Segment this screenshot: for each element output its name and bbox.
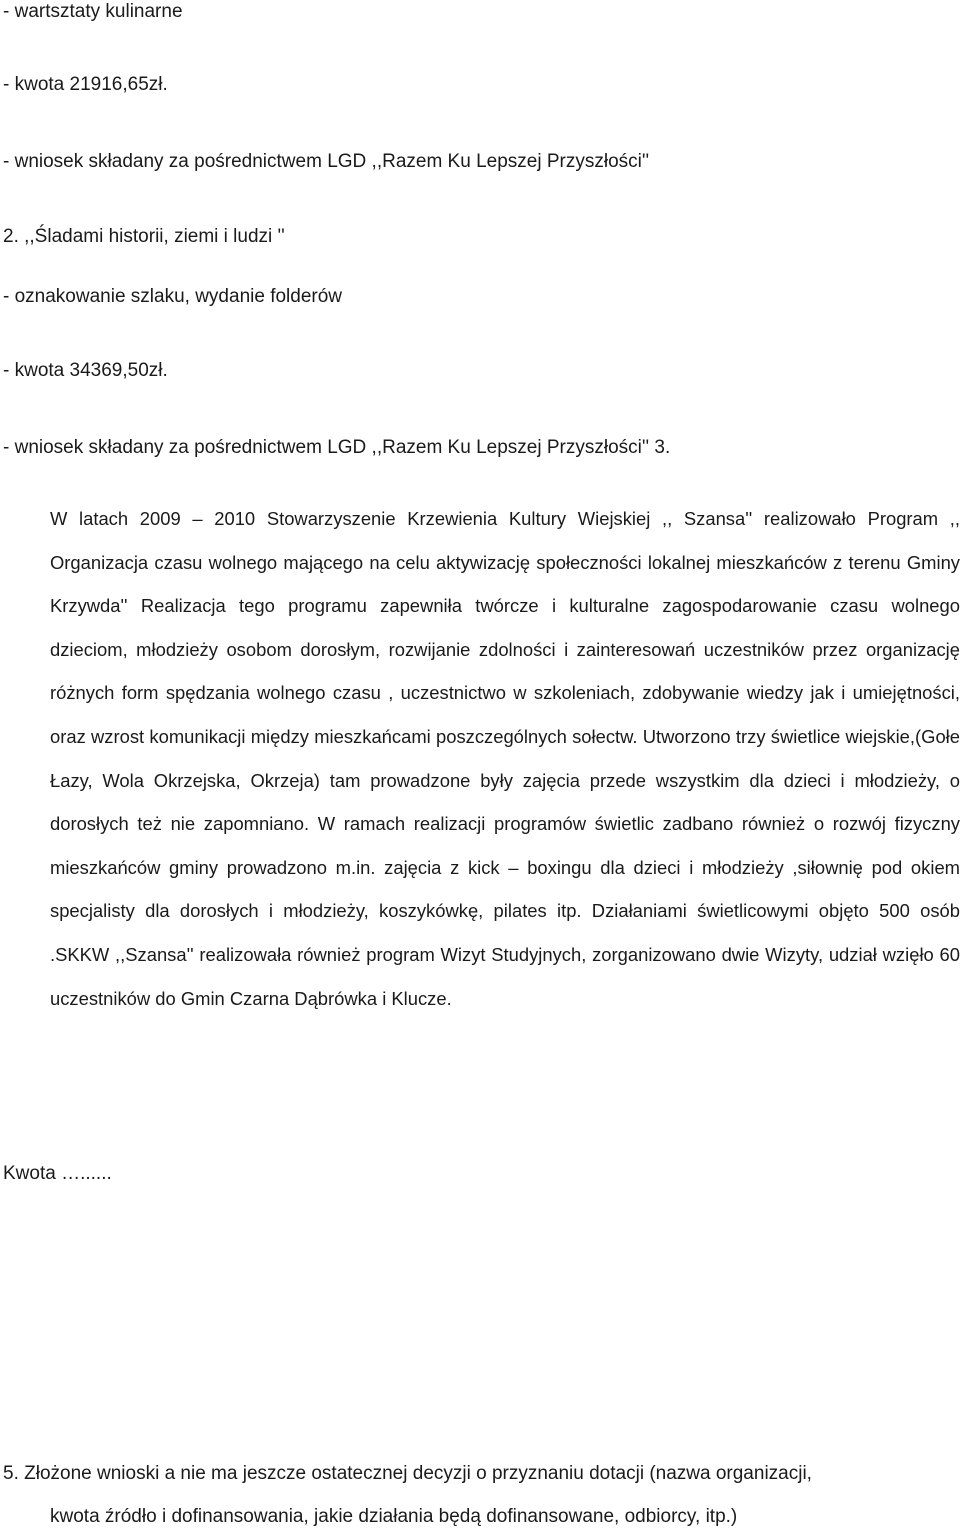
section-5-first-line: 5. Złożone wnioski a nie ma jeszcze ostatecznej decyzji o przyznaniu dotacji (nazwa organizacji, [3,1463,812,1484]
list-item-application-1: - wniosek składany za pośrednictwem LGD ,,Razem Ku Lepszej Przyszłości'' [3,151,650,172]
section-5-second-line: kwota źródło i dofinansowania, jakie działania będą dofinansowane, odbiorcy, itp.) [50,1506,738,1527]
main-paragraph [50,497,960,1020]
main-paragraph-text: W latach 2009 – 2010 Stowarzyszenie Krzewienia Kultury Wiejskiej ,, Szansa'' realizowało Program ,, Organizacja czasu wolnego mającego na celu aktywizację społeczności lokalnej mieszkańców z terenu Gminy Krzywda'' Realizacja tego programu zapewniła twórcze i kulturalne zagospodarowanie czasu wolnego dzieciom, młodzieży osobom dorosłym, rozwijanie zdolności i zainteresowań uczestników przez organizację różnych form spędzania wolnego czasu , uczestnictwo w szkoleniach, zdobywanie wiedzy jak i umiejętności, oraz wzrost komunikacji między mieszkańcami poszczególnych sołectw. Utworzono trzy świetlice wiejskie,(Gołe Łazy, Wola Okrzejska, Okrzeja) tam prowadzone były zajęcia przede wszystkim dla dzieci i młodzieży, o dorosłych też nie zapomniano. W ramach realizacji programów świetlic zadbano również o rozwój fizyczny mieszkańców gminy prowadzono m.in. zajęcia z kick – boxingu dla dzieci i młodzieży ,siłownię pod okiem specjalisty dla dorosłych i młodzieży, koszykówkę, pilates itp. Działaniami świetlicowymi objęto 500 osób .SKKW ,,Szansa'' realizowała również program Wizyt Studyjnych, zorganizowano dwie Wizyty, udział wzięło 60 uczestników do Gmin Czarna Dąbrówka i Klucze. [50,508,960,1009]
list-item-amount-1: - kwota 21916,65zł. [3,74,168,95]
list-item-workshops: - wartsztaty kulinarne [3,1,183,22]
list-item-amount-2: - kwota 34369,50zł. [3,360,168,381]
list-item-project-2-title: 2. ,,Śladami historii, ziemi i ludzi '' [3,226,285,247]
kwota-line: Kwota …...... [3,1163,112,1184]
list-item-application-2: - wniosek składany za pośrednictwem LGD ,,Razem Ku Lepszej Przyszłości'' 3. [3,437,671,458]
list-item-trail-marking: - oznakowanie szlaku, wydanie folderów [3,286,343,307]
